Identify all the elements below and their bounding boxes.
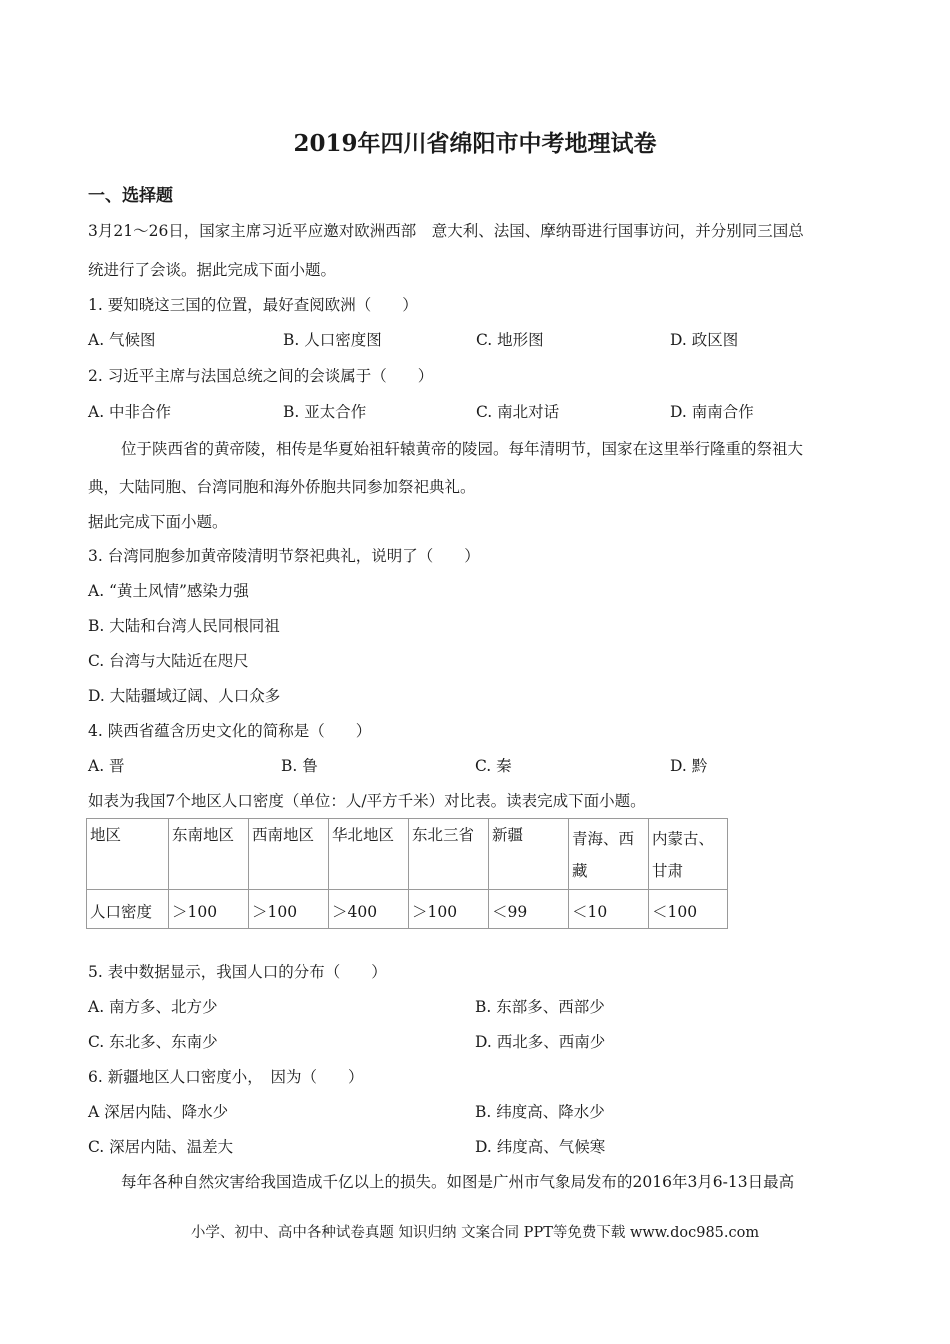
table-cell: ＜99 (489, 890, 569, 929)
intro-paragraph-1-line-1: 3月21～26日，国家主席习近平应邀对欧洲西部 意大利、法国、摩纳哥进行国事访问，并分别同三国总 (88, 222, 804, 240)
question-3-option-c: C. 台湾与大陆近在咫尺 (88, 652, 249, 670)
question-3-option-d: D. 大陆疆域辽阔、人口众多 (88, 687, 281, 705)
table-cell: ＞100 (169, 890, 249, 929)
question-3-option-a: A. “黄土风情”感染力强 (88, 582, 249, 600)
question-1-option-a: A. 气候图 (88, 331, 156, 349)
question-3-option-b: B. 大陆和台湾人民同根同祖 (88, 617, 280, 635)
table-header-cell: 青海、西藏 (569, 819, 649, 890)
question-1-option-b: B. 人口密度图 (283, 331, 382, 349)
table-row (87, 890, 728, 929)
page-title: 2019年四川省绵阳市中考地理试卷 (293, 130, 657, 157)
question-3-stem: 3. 台湾同胞参加黄帝陵清明节祭祀典礼，说明了（ ） (88, 547, 480, 565)
intro-paragraph-2-line-1: 位于陕西省的黄帝陵，相传是华夏始祖轩辕黄帝的陵园。每年清明节，国家在这里举行隆重的祭祖大 (121, 440, 804, 458)
question-6-option-a: A 深居内陆、降水少 (88, 1103, 229, 1121)
table-cell: ＜10 (569, 890, 649, 929)
question-4-stem: 4. 陕西省蕴含历史文化的简称是（ ） (88, 722, 372, 740)
question-2-option-d: D. 南南合作 (670, 403, 754, 421)
page-footer: 小学、初中、高中各种试卷真题 知识归纳 文案合同 PPT等免费下载 www.doc985.com (190, 1225, 760, 1241)
table-header-cell: 新疆 (489, 819, 569, 890)
question-2-option-a: A. 中非合作 (88, 403, 172, 421)
intro-paragraph-1-line-2: 统进行了会谈。据此完成下面小题。 (88, 261, 337, 279)
question-2-option-c: C. 南北对话 (476, 403, 560, 421)
intro-paragraph-2-line-3: 据此完成下面小题。 (88, 513, 228, 531)
question-5-option-d: D. 西北多、西南少 (475, 1033, 606, 1051)
question-2-option-b: B. 亚太合作 (283, 403, 367, 421)
population-density-table (86, 818, 728, 929)
table-header-cell: 地区 (87, 819, 169, 890)
table-row-label: 人口密度 (87, 890, 169, 929)
table-header-row (87, 819, 728, 890)
table-cell: ＞400 (329, 890, 409, 929)
intro-paragraph-2-line-2: 典，大陆同胞、台湾同胞和海外侨胞共同参加祭祀典礼。 (88, 478, 476, 496)
question-1-stem: 1. 要知晓这三国的位置，最好查阅欧洲（ ） (88, 296, 418, 314)
table-cell: ＞100 (249, 890, 329, 929)
question-6-option-d: D. 纬度高、气候寒 (475, 1138, 606, 1156)
question-1-option-d: D. 政区图 (670, 331, 739, 349)
question-2-stem: 2. 习近平主席与法国总统之间的会谈属于（ ） (88, 367, 434, 385)
table-cell: ＜100 (649, 890, 728, 929)
question-6-option-c: C. 深居内陆、温差大 (88, 1138, 234, 1156)
question-4-option-b: B. 鲁 (281, 757, 318, 775)
question-1-option-c: C. 地形图 (476, 331, 544, 349)
question-4-option-d: D. 黔 (670, 757, 708, 775)
table-intro: 如表为我国7个地区人口密度（单位：人/平方千米）对比表。读表完成下面小题。 (88, 792, 646, 810)
question-5-stem: 5. 表中数据显示，我国人口的分布（ ） (88, 963, 387, 981)
table-header-cell: 华北地区 (329, 819, 409, 890)
question-4-option-c: C. 秦 (475, 757, 512, 775)
question-4-option-a: A. 晋 (88, 757, 125, 775)
table-header-cell: 东南地区 (169, 819, 249, 890)
question-5-option-a: A. 南方多、北方少 (88, 998, 218, 1016)
intro-paragraph-3-line-1: 每年各种自然灾害给我国造成千亿以上的损失。如图是广州市气象局发布的2016年3月6-13日最高 (121, 1173, 795, 1191)
table-cell: ＞100 (409, 890, 489, 929)
question-6-option-b: B. 纬度高、降水少 (475, 1103, 605, 1121)
table-header-cell: 内蒙古、甘肃 (649, 819, 728, 890)
question-5-option-c: C. 东北多、东南少 (88, 1033, 218, 1051)
section-heading: 一、选择题 (88, 186, 173, 206)
table-header-cell: 东北三省 (409, 819, 489, 890)
table-header-cell: 西南地区 (249, 819, 329, 890)
question-5-option-b: B. 东部多、西部少 (475, 998, 605, 1016)
question-6-stem: 6. 新疆地区人口密度小， 因为（ ） (88, 1068, 364, 1086)
